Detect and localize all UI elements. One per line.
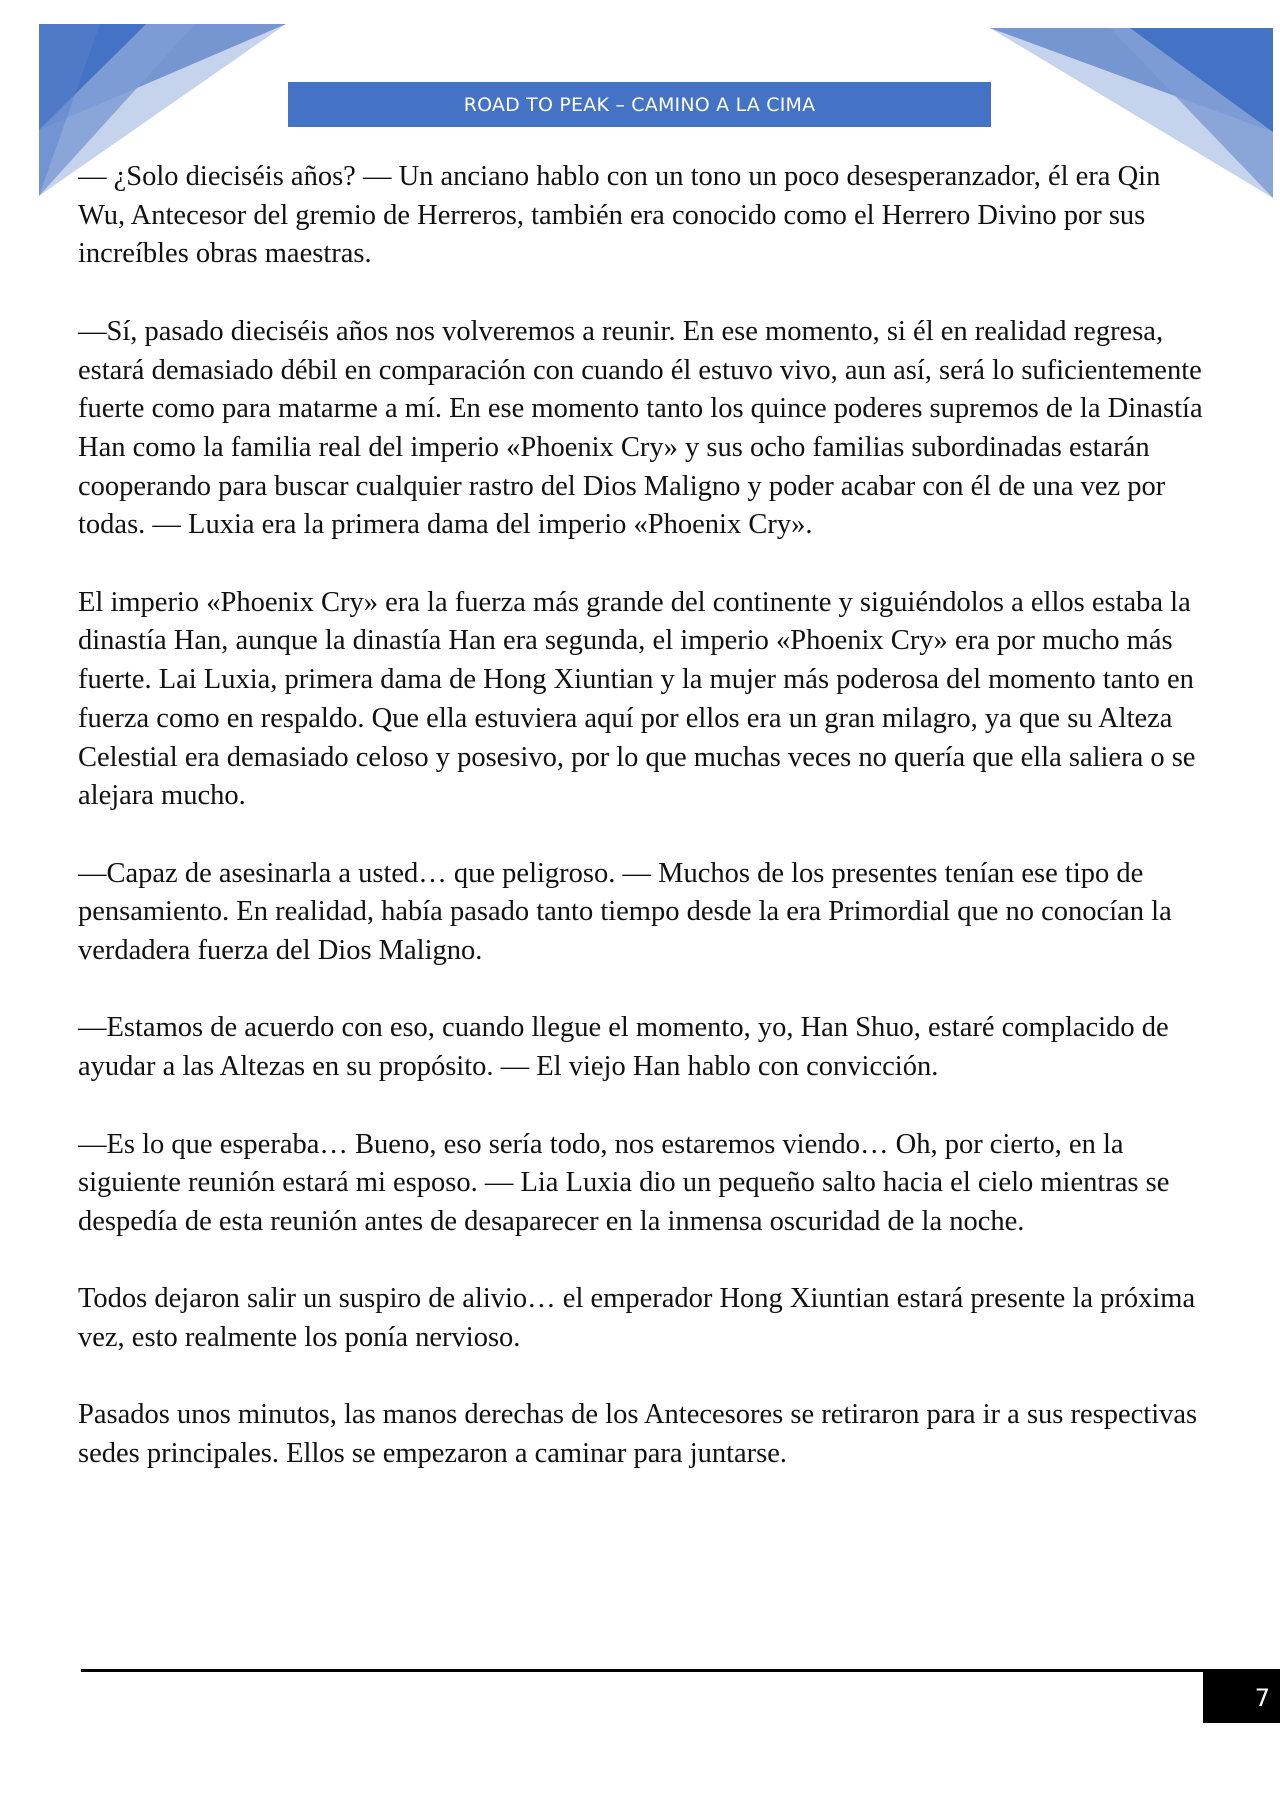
page-number-badge [1203,1672,1280,1723]
paragraph: Todos dejaron salir un suspiro de alivio… el emperador Hong Xiuntian estará presente la próxima vez, esto realmente los ponía nervioso. [78,1283,1196,1353]
document-body [78,158,1208,1512]
paragraph: —Es lo que esperaba… Bueno, eso sería todo, nos estaremos viendo… Oh, por cierto, en la siguiente reunión estará mi esposo. — Lia Luxia dio un pequeño salto hacia el cielo mientras se despedía de esta reunión antes de desaparecer en la inmensa oscuridad de la noche. [78,1128,1170,1237]
paragraph: — ¿Solo dieciséis años? — Un anciano hablo con un tono un poco desesperanzador, él era Qin Wu, Antecesor del gremio de Herreros, también era conocido como el Herrero Divino por sus increíbles obras maestras. [78,161,1161,270]
paragraph: Pasados unos minutos, las manos derechas de los Antecesores se retiraron para ir a sus respectivas sedes principales. Ellos se empezaron a caminar para juntarse. [78,1399,1198,1470]
paragraph: El imperio «Phoenix Cry» era la fuerza más grande del continente y siguiéndolos a ellos estaba la dinastía Han, aunque la dinastía Han era segunda, el imperio «Phoenix Cry» era por mucho más fuerte. Lai Luxia, primera dama de Hong Xiuntian y la mujer más poderosa del momento tanto en fuerza como en respaldo. Que ella estuviera aquí por ellos era un gran milagro, ya que su Alteza Celestial era demasiado celoso y posesivo, por lo que muchas veces no quería que ella saliera o se alejara mucho. [78,586,1196,812]
paragraph: —Estamos de acuerdo con eso, cuando llegue el momento, yo, Han Shuo, estaré complacido de ayudar a las Altezas en su propósito. — El viejo Han hablo con convicción. [78,1012,1169,1083]
header-title-bar [288,82,991,127]
paragraph: —Sí, pasado dieciséis años nos volveremos a reunir. En ese momento, si él en realidad regresa, estará demasiado débil en comparación con cuando él estuvo vivo, aun así, será lo suficientemente fuerte como para matarme a mí. En ese momento tanto los quince poderes supremos de la Dinastía Han como la familia real del imperio «Phoenix Cry» y sus ocho familias subordinadas estarán cooperando para buscar cualquier rastro del Dios Maligno y poder acabar con él de una vez por todas. — Luxia era la primera dama del imperio «Phoenix Cry». [78,315,1203,541]
header-title: ROAD TO PEAK – CAMINO A LA CIMA [463,93,816,116]
footer-divider [81,1669,1280,1672]
page-number: 7 [1254,1683,1270,1712]
paragraph: —Capaz de asesinarla a usted… que peligroso. — Muchos de los presentes tenían ese tipo de pensamiento. En realidad, había pasado tanto tiempo desde la era Primordial que no conocían la verdadera fuerza del Dios Maligno. [78,857,1172,967]
